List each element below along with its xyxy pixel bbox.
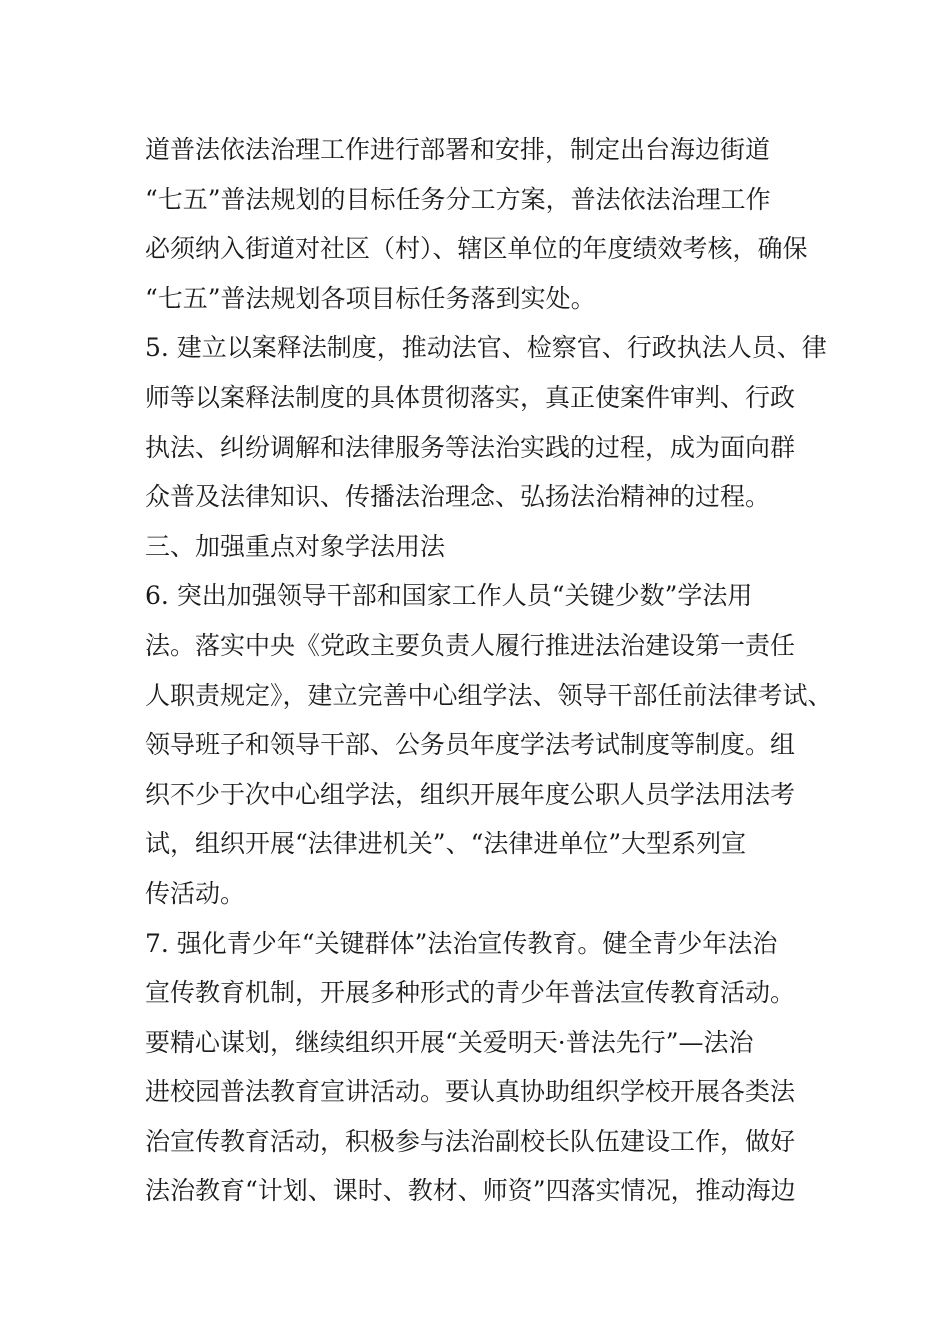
text-line: “七五”普法规划各项目标任务落到实处。 [145,283,596,313]
body-text [145,125,845,1216]
text-line: 5. 建立以案释法制度，推动法官、检察官、行政执法人员、律 [145,333,827,363]
text-line: 领导班子和领导干部、公务员年度学法考试制度等制度。组 [145,730,796,760]
section-heading: 三、加强重点对象学法用法 [145,531,446,561]
text-line: 7. 强化青少年“关键群体”法治宣传教育。健全青少年法治 [145,928,778,958]
text-line: 执法、纠纷调解和法律服务等法治实践的过程，成为面向群 [145,432,796,462]
text-line: 法治教育“计划、课时、教材、师资”四落实情况，推动海边 [145,1176,796,1206]
text-line: 试，组织开展“法律进机关”、“法律进单位”大型系列宣 [145,829,747,859]
text-line: 道普法依法治理工作进行部署和安排，制定出台海边街道 [145,135,771,164]
text-line: 传活动。 [145,878,246,908]
text-line: 众普及法律知识、传播法治理念、弘扬法治精神的过程。 [145,482,771,512]
text-line: 宣传教育机制，开展多种形式的青少年普法宣传教育活动。 [145,978,796,1008]
text-line: 织不少于次中心组学法，组织开展年度公职人员学法用法考 [145,779,796,809]
text-line: 进校园普法教育宣讲活动。要认真协助组织学校开展各类法 [145,1077,796,1107]
text-line: 必须纳入街道对社区（村）、辖区单位的年度绩效考核，确保 [145,234,808,264]
text-line: “七五”普法规划的目标任务分工方案，普法依法治理工作 [145,184,771,214]
text-line: 师等以案释法制度的具体贯彻落实，真正使案件审判、行政 [145,382,796,412]
text-line: 6. 突出加强领导干部和国家工作人员“关键少数”学法用 [145,581,753,611]
text-line: 治宣传教育活动，积极参与法治副校长队伍建设工作，做好 [145,1126,796,1156]
text-line: 要精心谋划，继续组织开展“关爱明天·普法先行”—法治 [145,1027,754,1057]
text-line: 人职责规定》，建立完善中心组学法、领导干部任前法律考试、 [145,680,833,710]
text-line: 法。落实中央《党政主要负责人履行推进法治建设第一责任 [145,630,796,660]
